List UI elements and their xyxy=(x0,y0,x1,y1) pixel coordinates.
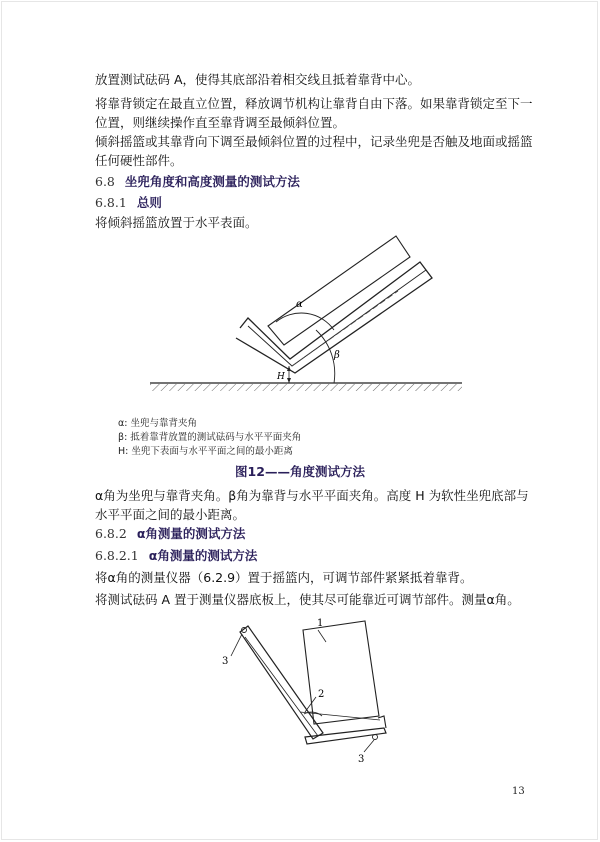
label-2: 2 xyxy=(318,689,325,700)
section-number: 6.8.2 xyxy=(95,526,127,541)
section-number: 6.8.1 xyxy=(95,195,127,210)
section-title: α角测量的测试方法 xyxy=(148,548,258,563)
test-weight-box xyxy=(303,621,379,724)
leader-2 xyxy=(305,697,316,712)
paragraph-alpha-instrument: 将α角的测量仪器（6.2.9）置于摇篮内，可调节部件紧紧抵着靠背。 xyxy=(95,570,473,585)
paragraph-general: 将倾斜摇篮放置于水平表面。 xyxy=(95,215,258,230)
section-number: 6.8.2.1 xyxy=(95,548,139,563)
paragraph-alpha-weight: 将测试砝码 A 置于测量仪器底板上，使其尽可能靠近可调节部件。测量α角。 xyxy=(95,592,520,607)
heading-6-8-2 xyxy=(95,524,535,543)
leader-1 xyxy=(318,630,326,642)
section-title: α角测量的测试方法 xyxy=(136,526,246,541)
figure-13-alpha-diagram xyxy=(222,618,386,765)
h-label: H xyxy=(277,372,285,382)
heading-6-8-2-1 xyxy=(95,546,535,565)
legend-beta: β: 抵着靠背放置的测试砝码与水平平面夹角 xyxy=(118,432,302,443)
pivot-bottom xyxy=(373,735,378,740)
label-3b: 3 xyxy=(358,754,365,765)
leader-3a xyxy=(231,634,242,656)
base-board xyxy=(305,728,386,744)
backrest-board xyxy=(240,626,323,739)
beta-label: β xyxy=(334,350,340,361)
legend-h: H: 坐兜下表面与水平平面之间的最小距离 xyxy=(118,446,293,457)
section-number: 6.8 xyxy=(95,174,115,189)
measure-line xyxy=(300,712,380,720)
ground-hatch xyxy=(150,384,462,391)
section-title: 坐兜角度和高度测量的测试方法 xyxy=(124,174,300,189)
paragraph-backrest-lock: 将靠背锁定在最直立位置，释放调节机构让靠背自由下落。如果靠背锁定至下一位置，则继续操作直至靠背调至最倾斜位置。 xyxy=(95,96,533,130)
label-3a: 3 xyxy=(222,656,229,667)
paragraph-tilt-record: 倾斜摇篮或其靠背向下调至最倾斜位置的过程中，记录坐兜是否触及地面或摇篮任何硬性部件。 xyxy=(95,134,533,168)
legend-alpha: α: 坐兜与靠背夹角 xyxy=(118,418,197,429)
alpha-label: α xyxy=(296,299,303,310)
paragraph-figure-explanation: α角为坐兜与靠背夹角。β角为靠背与水平平面夹角。高度 H 为软性坐兜底部与水平平面之间的最小距离。 xyxy=(95,488,529,522)
label-1: 1 xyxy=(317,618,324,629)
leader-3b xyxy=(364,740,374,752)
page-number: 13 xyxy=(512,786,525,797)
test-weight xyxy=(268,236,410,345)
figure-12-caption: 图12——角度测试方法 xyxy=(235,464,365,479)
section-title: 总则 xyxy=(136,195,162,210)
paragraph-test-weight-placement: 放置测试砝码 A，使得其底部沿着相交线且抵着靠背中心。 xyxy=(95,72,421,87)
